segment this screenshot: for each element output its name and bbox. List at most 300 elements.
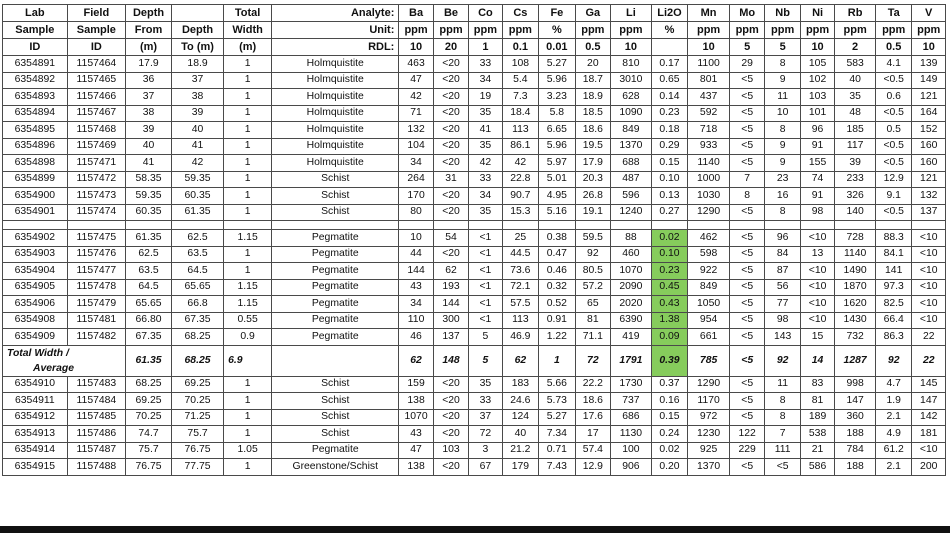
value-mn: 437 (688, 89, 730, 106)
value-li: 100 (611, 442, 652, 459)
depth-to: 77.75 (171, 459, 223, 476)
spacer-cell (502, 221, 539, 230)
value-co: 33 (469, 393, 502, 410)
value-co: 33 (469, 171, 502, 188)
depth-from: 65.65 (126, 296, 172, 313)
total-width: 1.15 (224, 230, 272, 247)
header-unit-7: % (651, 22, 688, 39)
value-mo: <5 (729, 230, 764, 247)
table-body (3, 5, 946, 476)
field-sample-id: 1157482 (67, 329, 125, 346)
value-li2o: 0.45 (651, 279, 688, 296)
total-width: 1 (224, 155, 272, 172)
value-nb: 8 (765, 56, 800, 73)
value-ba: 34 (399, 296, 433, 313)
value-be: 54 (433, 230, 468, 247)
spacer-cell (224, 221, 272, 230)
value-fe: 0.47 (539, 246, 576, 263)
lab-sample-id: 6354909 (3, 329, 68, 346)
value-li2o: 0.29 (651, 138, 688, 155)
value-ba: 170 (399, 188, 433, 205)
value-ga: 65 (575, 296, 610, 313)
value-rb: 140 (835, 204, 876, 221)
value-ga: 18.6 (575, 393, 610, 410)
lab-sample-id: 6354906 (3, 296, 68, 313)
value-mn: 1370 (688, 459, 730, 476)
value-v: 132 (912, 188, 946, 205)
depth-to: 63.5 (171, 246, 223, 263)
value-ta: 84.1 (875, 246, 912, 263)
value-fe: 5.27 (539, 56, 576, 73)
lab-sample-id: 6354908 (3, 312, 68, 329)
value-ga: 18.5 (575, 105, 610, 122)
total-width: 1 (224, 246, 272, 263)
header-rdl-1: 20 (433, 39, 468, 56)
value-v: <10 (912, 296, 946, 313)
depth-from: 59.35 (126, 188, 172, 205)
total-width: 1 (224, 263, 272, 280)
value-li2o: 0.23 (651, 263, 688, 280)
rock-type: Schist (272, 426, 399, 443)
value-ba: 42 (399, 89, 433, 106)
value-mo: <5 (729, 459, 764, 476)
field-sample-id: 1157488 (67, 459, 125, 476)
value-rb: 732 (835, 329, 876, 346)
value-mn: 592 (688, 105, 730, 122)
depth-from: 40 (126, 138, 172, 155)
value-be: 193 (433, 279, 468, 296)
field-sample-id: 1157465 (67, 72, 125, 89)
total-width: 1.15 (224, 279, 272, 296)
value-mn: 718 (688, 122, 730, 139)
header-analyte-0: Ba (399, 5, 433, 22)
value-li: 628 (611, 89, 652, 106)
header-unit-6: ppm (611, 22, 652, 39)
total-width: 1 (224, 426, 272, 443)
value-mo: 29 (729, 56, 764, 73)
value-v: 164 (912, 105, 946, 122)
field-sample-id: 1157474 (67, 204, 125, 221)
value-fe: 0.32 (539, 279, 576, 296)
value-cs: 22.8 (502, 171, 539, 188)
spacer-cell (765, 221, 800, 230)
table-row (3, 312, 946, 329)
value-ni: 81 (800, 393, 834, 410)
field-sample-id: 1157476 (67, 246, 125, 263)
assay-results-table (2, 4, 946, 476)
value-ba: 71 (399, 105, 433, 122)
value-ni: <10 (800, 263, 834, 280)
header-rdl-4: 0.01 (539, 39, 576, 56)
value-ta: <0.5 (875, 72, 912, 89)
value-be: <20 (433, 204, 468, 221)
value-cs: 42 (502, 155, 539, 172)
value-cs: 18.4 (502, 105, 539, 122)
avg-ga: 72 (575, 345, 610, 376)
value-be: <20 (433, 155, 468, 172)
value-ni: <10 (800, 230, 834, 247)
total-width: 0.9 (224, 329, 272, 346)
value-cs: 73.6 (502, 263, 539, 280)
table-row (3, 122, 946, 139)
value-co: 35 (469, 204, 502, 221)
depth-to: 18.9 (171, 56, 223, 73)
field-sample-id: 1157483 (67, 376, 125, 393)
value-rb: 728 (835, 230, 876, 247)
value-mn: 1000 (688, 171, 730, 188)
header-lab-3: ID (3, 39, 68, 56)
value-ba: 138 (399, 459, 433, 476)
table-row (3, 376, 946, 393)
value-rb: 998 (835, 376, 876, 393)
value-cs: 90.7 (502, 188, 539, 205)
value-co: 34 (469, 188, 502, 205)
total-label-line2: Average (33, 362, 75, 374)
value-ni: 103 (800, 89, 834, 106)
value-rb: 1490 (835, 263, 876, 280)
total-width: 1 (224, 188, 272, 205)
value-mo: <5 (729, 409, 764, 426)
field-sample-id: 1157469 (67, 138, 125, 155)
header-field-1: Field (67, 5, 125, 22)
spacer-cell (611, 221, 652, 230)
value-nb: 7 (765, 426, 800, 443)
value-nb: 16 (765, 188, 800, 205)
value-ta: 86.3 (875, 329, 912, 346)
header-unit-10: ppm (765, 22, 800, 39)
value-ta: 12.9 (875, 171, 912, 188)
value-ta: 9.1 (875, 188, 912, 205)
depth-from: 76.75 (126, 459, 172, 476)
header-width-2: Width (224, 22, 272, 39)
value-rb: 39 (835, 155, 876, 172)
depth-to: 62.5 (171, 230, 223, 247)
value-li: 1070 (611, 263, 652, 280)
value-be: 300 (433, 312, 468, 329)
depth-from: 74.7 (126, 426, 172, 443)
depth-from: 39 (126, 122, 172, 139)
lab-sample-id: 6354898 (3, 155, 68, 172)
value-li: 3010 (611, 72, 652, 89)
avg-ni: 14 (800, 345, 834, 376)
value-li2o: 0.02 (651, 230, 688, 247)
value-co: <1 (469, 230, 502, 247)
value-ga: 26.8 (575, 188, 610, 205)
value-li: 849 (611, 122, 652, 139)
value-be: <20 (433, 393, 468, 410)
value-ga: 92 (575, 246, 610, 263)
header-analyte-1: Be (433, 5, 468, 22)
header-rdl-8: 10 (688, 39, 730, 56)
value-v: 145 (912, 376, 946, 393)
header-row-analyte (3, 5, 946, 22)
value-nb: 56 (765, 279, 800, 296)
rock-type: Greenstone/Schist (272, 459, 399, 476)
value-nb: 8 (765, 393, 800, 410)
header-analyte-9: Mo (729, 5, 764, 22)
rock-type: Holmquistite (272, 105, 399, 122)
value-fe: 7.43 (539, 459, 576, 476)
value-ga: 19.5 (575, 138, 610, 155)
total-rock-empty (272, 345, 399, 376)
value-be: 31 (433, 171, 468, 188)
value-ba: 10 (399, 230, 433, 247)
value-li2o: 0.27 (651, 204, 688, 221)
total-width: 1 (224, 72, 272, 89)
field-sample-id: 1157484 (67, 393, 125, 410)
spacer-cell (469, 221, 502, 230)
rock-type: Schist (272, 188, 399, 205)
total-width: 1 (224, 122, 272, 139)
lab-sample-id: 6354899 (3, 171, 68, 188)
value-li: 906 (611, 459, 652, 476)
total-width: 1.05 (224, 442, 272, 459)
lab-sample-id: 6354902 (3, 230, 68, 247)
value-nb: 9 (765, 155, 800, 172)
total-width: 1 (224, 56, 272, 73)
value-be: <20 (433, 426, 468, 443)
table-row (3, 426, 946, 443)
spacer-row (3, 221, 946, 230)
header-rdl-7 (651, 39, 688, 56)
value-ta: 2.1 (875, 409, 912, 426)
field-sample-id: 1157468 (67, 122, 125, 139)
value-ni: <10 (800, 279, 834, 296)
table-row (3, 72, 946, 89)
value-rb: 360 (835, 409, 876, 426)
lab-sample-id: 6354915 (3, 459, 68, 476)
value-ni: 98 (800, 204, 834, 221)
rock-type: Holmquistite (272, 72, 399, 89)
value-mo: <5 (729, 279, 764, 296)
value-ta: 1.9 (875, 393, 912, 410)
total-width: 1 (224, 376, 272, 393)
value-rb: 1870 (835, 279, 876, 296)
total-width: 1 (224, 138, 272, 155)
value-co: <1 (469, 263, 502, 280)
value-li2o: 0.20 (651, 459, 688, 476)
value-nb: 84 (765, 246, 800, 263)
value-ni: 105 (800, 56, 834, 73)
value-cs: 25 (502, 230, 539, 247)
value-be: <20 (433, 188, 468, 205)
header-rdl-6: 10 (611, 39, 652, 56)
value-be: 144 (433, 296, 468, 313)
value-mn: 922 (688, 263, 730, 280)
value-mn: 972 (688, 409, 730, 426)
table-row (3, 171, 946, 188)
value-mn: 801 (688, 72, 730, 89)
header-unit-0: ppm (399, 22, 433, 39)
value-fe: 5.01 (539, 171, 576, 188)
lab-sample-id: 6354893 (3, 89, 68, 106)
header-row-unit (3, 22, 946, 39)
header-unit-2: ppm (469, 22, 502, 39)
field-sample-id: 1157481 (67, 312, 125, 329)
value-li2o: 0.15 (651, 155, 688, 172)
header-to-2: Depth (171, 22, 223, 39)
avg-li: 1791 (611, 345, 652, 376)
value-ga: 57.2 (575, 279, 610, 296)
value-v: <10 (912, 442, 946, 459)
value-mo: <5 (729, 393, 764, 410)
value-nb: 96 (765, 230, 800, 247)
total-width: 0.55 (224, 312, 272, 329)
value-cs: 108 (502, 56, 539, 73)
value-ga: 59.5 (575, 230, 610, 247)
value-ba: 144 (399, 263, 433, 280)
value-co: 34 (469, 72, 502, 89)
value-ni: 102 (800, 72, 834, 89)
value-li: 1090 (611, 105, 652, 122)
rock-type: Pegmatite (272, 279, 399, 296)
value-rb: 48 (835, 105, 876, 122)
header-lab-1: Lab (3, 5, 68, 22)
value-mo: <5 (729, 246, 764, 263)
bottom-edge-bar (0, 526, 950, 533)
avg-mo: <5 (729, 345, 764, 376)
value-v: 139 (912, 56, 946, 73)
rock-type: Schist (272, 376, 399, 393)
lab-sample-id: 6354914 (3, 442, 68, 459)
header-lab-2: Sample (3, 22, 68, 39)
field-sample-id: 1157466 (67, 89, 125, 106)
lab-sample-id: 6354891 (3, 56, 68, 73)
depth-from: 17.9 (126, 56, 172, 73)
header-analyte-2: Co (469, 5, 502, 22)
depth-to: 59.35 (171, 171, 223, 188)
value-co: <1 (469, 296, 502, 313)
value-rb: 35 (835, 89, 876, 106)
header-rdl-2: 1 (469, 39, 502, 56)
header-rdl-0: 10 (399, 39, 433, 56)
value-li: 1370 (611, 138, 652, 155)
value-nb: 111 (765, 442, 800, 459)
header-analyte-7: Li2O (651, 5, 688, 22)
value-be: <20 (433, 459, 468, 476)
analyte-label: Analyte: (272, 5, 399, 22)
value-ni: 538 (800, 426, 834, 443)
rock-type: Schist (272, 171, 399, 188)
header-row-rdl (3, 39, 946, 56)
value-nb: 8 (765, 204, 800, 221)
value-ba: 104 (399, 138, 433, 155)
header-unit-14: ppm (912, 22, 946, 39)
spacer-cell (67, 221, 125, 230)
avg-ba: 62 (399, 345, 433, 376)
field-sample-id: 1157479 (67, 296, 125, 313)
value-v: <10 (912, 246, 946, 263)
value-ni: 96 (800, 122, 834, 139)
value-co: 3 (469, 442, 502, 459)
value-co: 67 (469, 459, 502, 476)
value-v: 160 (912, 155, 946, 172)
value-be: <20 (433, 138, 468, 155)
depth-to: 67.35 (171, 312, 223, 329)
table-row (3, 204, 946, 221)
value-be: 137 (433, 329, 468, 346)
value-mo: <5 (729, 296, 764, 313)
header-analyte-13: Ta (875, 5, 912, 22)
table-row (3, 296, 946, 313)
value-fe: 1.22 (539, 329, 576, 346)
table-row (3, 230, 946, 247)
value-be: <20 (433, 122, 468, 139)
total-average-label (3, 345, 126, 376)
value-cs: 40 (502, 426, 539, 443)
avg-co: 5 (469, 345, 502, 376)
value-cs: 21.2 (502, 442, 539, 459)
header-unit-12: ppm (835, 22, 876, 39)
spacer-cell (3, 221, 68, 230)
value-ba: 80 (399, 204, 433, 221)
field-sample-id: 1157477 (67, 263, 125, 280)
value-ta: 97.3 (875, 279, 912, 296)
lab-sample-id: 6354904 (3, 263, 68, 280)
depth-to: 71.25 (171, 409, 223, 426)
table-row (3, 459, 946, 476)
depth-to: 75.7 (171, 426, 223, 443)
value-ga: 12.9 (575, 459, 610, 476)
value-ga: 17.9 (575, 155, 610, 172)
value-mo: <5 (729, 312, 764, 329)
value-li2o: 0.13 (651, 188, 688, 205)
value-cs: 57.5 (502, 296, 539, 313)
header-unit-5: ppm (575, 22, 610, 39)
rock-type: Schist (272, 204, 399, 221)
value-rb: 784 (835, 442, 876, 459)
value-li: 596 (611, 188, 652, 205)
value-ba: 46 (399, 329, 433, 346)
depth-to: 68.25 (171, 329, 223, 346)
value-be: 62 (433, 263, 468, 280)
value-li: 460 (611, 246, 652, 263)
value-li: 810 (611, 56, 652, 73)
value-li2o: 0.24 (651, 426, 688, 443)
value-rb: 583 (835, 56, 876, 73)
value-cs: 183 (502, 376, 539, 393)
value-co: 41 (469, 122, 502, 139)
value-fe: 6.65 (539, 122, 576, 139)
value-ta: 4.1 (875, 56, 912, 73)
rdl-label: RDL: (272, 39, 399, 56)
value-cs: 113 (502, 122, 539, 139)
header-to-1 (171, 5, 223, 22)
header-to-3: To (m) (171, 39, 223, 56)
value-ga: 81 (575, 312, 610, 329)
value-ta: 0.5 (875, 122, 912, 139)
value-co: <1 (469, 246, 502, 263)
value-fe: 0.71 (539, 442, 576, 459)
value-mn: 849 (688, 279, 730, 296)
header-field-2: Sample (67, 22, 125, 39)
table-row (3, 155, 946, 172)
avg-nb: 92 (765, 345, 800, 376)
header-rdl-9: 5 (729, 39, 764, 56)
value-ba: 47 (399, 72, 433, 89)
value-cs: 72.1 (502, 279, 539, 296)
value-ba: 138 (399, 393, 433, 410)
value-ba: 264 (399, 171, 433, 188)
value-li: 2020 (611, 296, 652, 313)
spacer-cell (433, 221, 468, 230)
value-v: 121 (912, 89, 946, 106)
value-ta: 82.5 (875, 296, 912, 313)
value-nb: 143 (765, 329, 800, 346)
avg-rb: 1287 (835, 345, 876, 376)
rock-type: Pegmatite (272, 442, 399, 459)
value-be: <20 (433, 105, 468, 122)
